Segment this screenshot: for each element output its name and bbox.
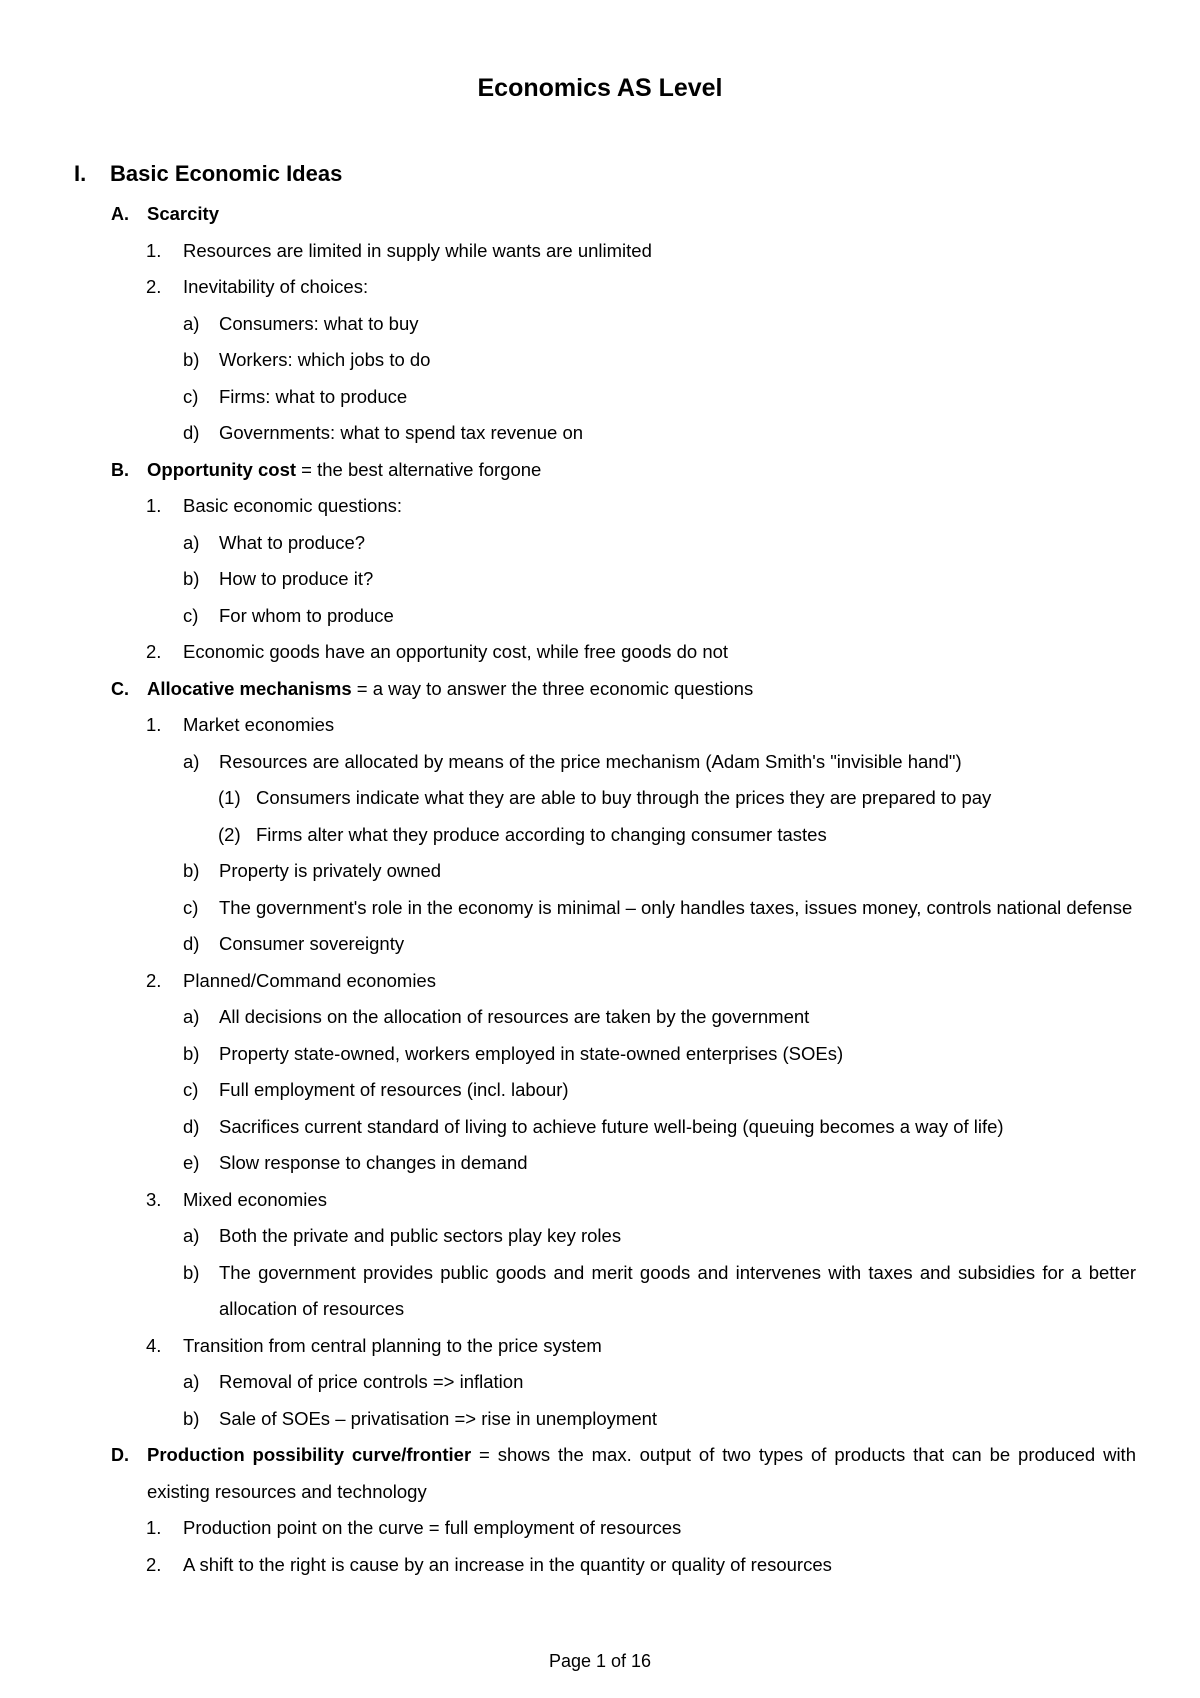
outline-item bbox=[0, 452, 1200, 489]
outline-text bbox=[219, 1255, 1142, 1328]
outline-item bbox=[0, 1036, 1200, 1073]
outline-marker: b) bbox=[183, 349, 200, 370]
outline-item bbox=[0, 634, 1200, 671]
outline-text bbox=[219, 415, 1136, 452]
outline-item bbox=[0, 817, 1200, 854]
outline-text bbox=[183, 1547, 1136, 1584]
outline-text bbox=[183, 963, 1136, 1000]
outline-text bbox=[256, 780, 1136, 817]
outline-item bbox=[0, 1182, 1200, 1219]
outline-marker: 1. bbox=[146, 714, 162, 735]
outline-marker: d) bbox=[183, 1115, 200, 1137]
outline-description: All decisions on the allocation of resources are taken by the government bbox=[219, 1006, 810, 1027]
outline-text bbox=[219, 1109, 1136, 1146]
outline-marker: c) bbox=[183, 896, 199, 918]
outline-item bbox=[0, 890, 1200, 927]
outline-text bbox=[219, 1072, 1136, 1109]
outline-text bbox=[219, 926, 1136, 963]
outline-item bbox=[0, 1218, 1200, 1255]
outline-description: Property state-owned, workers employed in state-owned enterprises (SOEs) bbox=[219, 1042, 844, 1064]
outline-term: Scarcity bbox=[147, 203, 219, 224]
outline-text bbox=[219, 379, 1136, 416]
outline-description: The government provides public goods and merit goods and intervenes with taxes and subsidies for a better allocation of resources bbox=[219, 1261, 1142, 1319]
outline-description: Economic goods have an opportunity cost, while free goods do not bbox=[183, 641, 729, 662]
outline-marker: a) bbox=[183, 1371, 200, 1392]
outline-description: Governments: what to spend tax revenue on bbox=[219, 422, 584, 443]
outline-text bbox=[183, 1182, 1136, 1219]
outline-description: Basic economic questions: bbox=[183, 495, 403, 516]
outline-marker: 1. bbox=[146, 495, 162, 516]
outline-description: What to produce? bbox=[219, 531, 366, 553]
outline-description: Market economies bbox=[183, 714, 335, 735]
outline-marker: a) bbox=[183, 1225, 200, 1246]
outline-item bbox=[0, 1145, 1200, 1182]
outline-term: Allocative mechanisms bbox=[147, 677, 352, 699]
outline-marker: 2. bbox=[146, 276, 162, 297]
section-heading bbox=[74, 161, 342, 187]
outline-description: Full employment of resources (incl. labour) bbox=[219, 1079, 569, 1100]
outline-item bbox=[0, 707, 1200, 744]
outline-text bbox=[256, 817, 1136, 854]
outline-description: Resources are allocated by means of the price mechanism (Adam Smith's "invisible hand") bbox=[219, 750, 962, 772]
section-number: I. bbox=[74, 161, 87, 186]
outline-marker: 3. bbox=[146, 1188, 162, 1210]
outline-description: Mixed economies bbox=[183, 1188, 327, 1210]
outline-item bbox=[0, 488, 1200, 525]
outline-marker: A. bbox=[111, 204, 129, 224]
outline-marker: a) bbox=[183, 531, 200, 553]
outline-description: Consumers indicate what they are able to buy through the prices they are prepared to pay bbox=[256, 787, 992, 808]
outline-text bbox=[147, 1437, 1142, 1510]
outline-marker: C. bbox=[111, 678, 129, 699]
outline-text bbox=[219, 1145, 1136, 1182]
outline-text bbox=[183, 1328, 1136, 1365]
outline-description: Resources are limited in supply while wants are unlimited bbox=[183, 239, 652, 261]
outline-description: Firms alter what they produce according to changing consumer tastes bbox=[256, 823, 827, 845]
outline-marker: e) bbox=[183, 1152, 200, 1173]
outline-item bbox=[0, 415, 1200, 452]
outline-item bbox=[0, 963, 1200, 1000]
outline-description: Both the private and public sectors play key roles bbox=[219, 1225, 622, 1246]
outline-description: = a way to answer the three economic questions bbox=[351, 677, 754, 699]
outline-item bbox=[0, 1364, 1200, 1401]
outline-text bbox=[219, 306, 1136, 343]
outline-item bbox=[0, 744, 1200, 781]
outline-item bbox=[0, 926, 1200, 963]
outline-marker: b) bbox=[183, 1261, 200, 1283]
outline-marker: b) bbox=[183, 860, 200, 881]
outline-marker: a) bbox=[183, 1006, 200, 1027]
outline-marker: (1) bbox=[218, 787, 241, 808]
outline-text bbox=[183, 233, 1136, 270]
outline-item bbox=[0, 1072, 1200, 1109]
outline-marker: b) bbox=[183, 568, 200, 589]
outline-description: Sale of SOEs – privatisation => rise in unemployment bbox=[219, 1407, 658, 1429]
outline-marker: a) bbox=[183, 312, 200, 334]
outline-marker: 1. bbox=[146, 1517, 162, 1538]
outline-marker: d) bbox=[183, 933, 200, 954]
outline-description: = the best alternative forgone bbox=[296, 458, 542, 480]
outline-description: How to produce it? bbox=[219, 568, 374, 589]
outline-description: Production point on the curve = full employment of resources bbox=[183, 1517, 682, 1538]
outline-description: Removal of price controls => inflation bbox=[219, 1371, 524, 1392]
outline-item bbox=[0, 379, 1200, 416]
outline-list bbox=[0, 196, 1200, 1583]
outline-text bbox=[219, 1036, 1136, 1073]
outline-marker: 4. bbox=[146, 1334, 162, 1356]
outline-description: Sacrifices current standard of living to achieve future well-being (queuing becomes a way of life) bbox=[219, 1115, 1004, 1137]
outline-text bbox=[219, 744, 1136, 781]
section-label: Basic Economic Ideas bbox=[110, 161, 343, 186]
outline-description: = shows the max. output of two types of products that can be produced with existing resources and technology bbox=[147, 1444, 1142, 1502]
outline-description: Slow response to changes in demand bbox=[219, 1152, 528, 1173]
outline-text bbox=[219, 561, 1136, 598]
outline-item bbox=[0, 525, 1200, 562]
outline-item bbox=[0, 1510, 1200, 1547]
outline-item bbox=[0, 1547, 1200, 1584]
outline-text bbox=[219, 999, 1136, 1036]
outline-item bbox=[0, 853, 1200, 890]
outline-marker: (2) bbox=[218, 823, 241, 845]
outline-item bbox=[0, 671, 1200, 708]
outline-marker: c) bbox=[183, 604, 199, 626]
outline-marker: a) bbox=[183, 750, 200, 772]
outline-text bbox=[147, 671, 1136, 708]
outline-text bbox=[219, 525, 1136, 562]
outline-marker: B. bbox=[111, 459, 129, 480]
outline-marker: 2. bbox=[146, 1553, 162, 1575]
outline-marker: b) bbox=[183, 1407, 200, 1429]
outline-marker: d) bbox=[183, 422, 200, 443]
outline-description: Firms: what to produce bbox=[219, 385, 408, 407]
document-title: Economics AS Level bbox=[477, 74, 723, 102]
outline-description: For whom to produce bbox=[219, 604, 394, 626]
outline-item bbox=[0, 196, 1200, 233]
outline-marker: 1. bbox=[146, 239, 162, 261]
outline-item bbox=[0, 1109, 1200, 1146]
outline-text bbox=[147, 452, 1136, 489]
outline-item bbox=[0, 269, 1200, 306]
page-footer: Page 1 of 16 bbox=[548, 1651, 652, 1671]
outline-item bbox=[0, 233, 1200, 270]
outline-marker: c) bbox=[183, 385, 199, 407]
outline-text bbox=[183, 634, 1136, 671]
outline-item bbox=[0, 1437, 1200, 1510]
outline-text bbox=[219, 890, 1136, 927]
outline-item bbox=[0, 999, 1200, 1036]
outline-marker: b) bbox=[183, 1042, 200, 1064]
outline-item bbox=[0, 342, 1200, 379]
outline-marker: D. bbox=[111, 1445, 129, 1465]
outline-text bbox=[219, 1218, 1136, 1255]
outline-text bbox=[183, 269, 1136, 306]
outline-text bbox=[183, 488, 1136, 525]
outline-text bbox=[147, 196, 1136, 233]
outline-text bbox=[183, 1510, 1136, 1547]
outline-text bbox=[219, 598, 1136, 635]
outline-text bbox=[219, 342, 1136, 379]
outline-term: Production possibility curve/frontier bbox=[147, 1444, 472, 1465]
outline-item bbox=[0, 1328, 1200, 1365]
outline-text bbox=[219, 1364, 1136, 1401]
outline-item bbox=[0, 1401, 1200, 1438]
outline-description: Planned/Command economies bbox=[183, 969, 436, 991]
outline-description: Transition from central planning to the price system bbox=[183, 1334, 602, 1356]
outline-item bbox=[0, 598, 1200, 635]
outline-term: Opportunity cost bbox=[147, 458, 297, 480]
outline-text bbox=[219, 1401, 1136, 1438]
outline-marker: 2. bbox=[146, 641, 162, 662]
outline-item bbox=[0, 1255, 1200, 1328]
outline-marker: 2. bbox=[146, 969, 162, 991]
outline-description: The government's role in the economy is minimal – only handles taxes, issues money, controls national defense bbox=[219, 896, 1133, 918]
outline-description: A shift to the right is cause by an increase in the quantity or quality of resources bbox=[183, 1553, 832, 1575]
outline-description: Consumers: what to buy bbox=[219, 312, 419, 334]
outline-item bbox=[0, 780, 1200, 817]
outline-item bbox=[0, 561, 1200, 598]
outline-description: Consumer sovereignty bbox=[219, 933, 405, 954]
outline-description: Inevitability of choices: bbox=[183, 276, 369, 297]
outline-marker: c) bbox=[183, 1079, 199, 1100]
outline-description: Property is privately owned bbox=[219, 860, 442, 881]
outline-text bbox=[183, 707, 1136, 744]
outline-text bbox=[219, 853, 1136, 890]
outline-description: Workers: which jobs to do bbox=[219, 349, 431, 370]
outline-item bbox=[0, 306, 1200, 343]
